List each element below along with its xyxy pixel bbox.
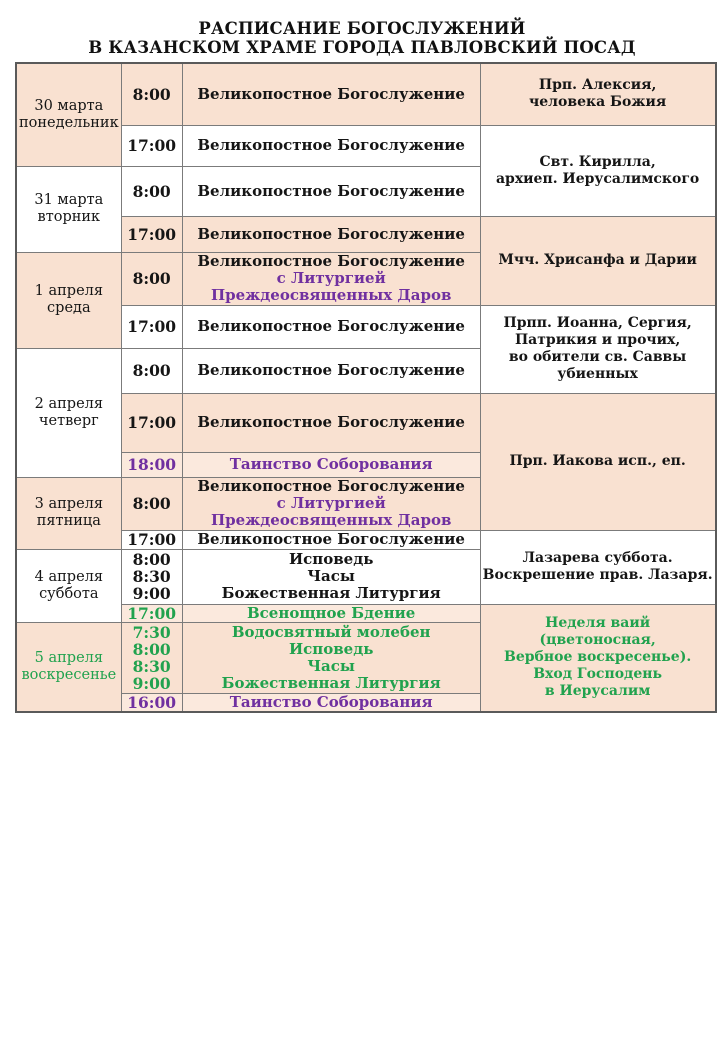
time-text: 18:00 bbox=[127, 455, 177, 474]
service-text: Водосвятный молебен bbox=[231, 622, 431, 641]
service-text: Великопостное Богослужение bbox=[197, 224, 465, 243]
time-text: 16:00 bbox=[127, 693, 177, 712]
date-text: воскресенье bbox=[21, 666, 117, 683]
commemoration-text: в Иерусалим bbox=[544, 683, 651, 699]
table-row bbox=[16, 305, 716, 348]
date-text: пятница bbox=[36, 513, 101, 529]
service-text: Великопостное Богослужение bbox=[197, 413, 465, 431]
commemoration-cell bbox=[480, 125, 715, 216]
commemoration-text: во обители св. Саввы bbox=[508, 349, 687, 365]
date-text: 2 апреля bbox=[34, 395, 104, 412]
schedule-body bbox=[16, 63, 716, 712]
commemoration-cell bbox=[480, 393, 715, 530]
date-text: четверг bbox=[38, 412, 99, 429]
time-text: 8:00 bbox=[132, 269, 171, 288]
service-text: с Литургией bbox=[276, 494, 386, 512]
date-text: 1 апреля bbox=[34, 283, 104, 299]
service-cell bbox=[182, 452, 480, 477]
service-text: с Литургией bbox=[276, 269, 386, 287]
commemoration-cell bbox=[480, 63, 715, 125]
time-text: 9:00 bbox=[132, 584, 171, 603]
time-cell bbox=[121, 693, 182, 712]
service-text: Великопостное Богослужение bbox=[197, 361, 465, 379]
commemoration-text: Свт. Кирилла, bbox=[539, 153, 656, 170]
table-row bbox=[16, 393, 716, 452]
time-text: 8:00 bbox=[132, 181, 171, 201]
commemoration-cell bbox=[480, 305, 715, 393]
date-text: суббота bbox=[39, 585, 99, 602]
commemoration-cell bbox=[480, 604, 715, 712]
date-text: 4 апреля bbox=[34, 568, 104, 585]
time-text: 17:00 bbox=[127, 413, 177, 432]
time-text: 9:00 bbox=[132, 673, 171, 693]
service-cell bbox=[182, 216, 480, 252]
page-title bbox=[0, 19, 724, 57]
commemoration-text: убиенных bbox=[557, 366, 638, 382]
time-text: 17:00 bbox=[127, 530, 177, 549]
time-cell bbox=[121, 166, 182, 216]
service-cell bbox=[182, 125, 480, 166]
date-text: понедельник bbox=[19, 114, 119, 131]
time-text: 8:30 bbox=[132, 567, 171, 586]
table-row bbox=[16, 63, 716, 125]
service-text: Часы bbox=[307, 656, 355, 675]
service-text: Божественная Литургия bbox=[221, 673, 441, 692]
service-cell bbox=[182, 166, 480, 216]
service-text: Великопостное Богослужение bbox=[197, 530, 465, 548]
time-cell bbox=[121, 477, 182, 530]
service-cell bbox=[182, 604, 480, 622]
time-cell bbox=[121, 622, 182, 693]
service-text: Таинство Соборования bbox=[229, 693, 433, 711]
date-text: 30 марта bbox=[34, 97, 104, 114]
commemoration-text: Вход Господень bbox=[533, 666, 663, 682]
date-text: 31 марта bbox=[34, 192, 104, 208]
table-row bbox=[16, 530, 716, 549]
service-text: Великопостное Богослужение bbox=[197, 136, 465, 154]
time-text: 17:00 bbox=[127, 317, 177, 336]
date-cell bbox=[16, 477, 121, 549]
service-text: Божественная Литургия bbox=[221, 584, 441, 602]
time-cell bbox=[121, 452, 182, 477]
time-cell bbox=[121, 63, 182, 125]
service-text: Всенощное Бдение bbox=[246, 604, 416, 622]
time-text: 8:00 bbox=[132, 494, 171, 513]
date-cell bbox=[16, 622, 121, 712]
time-cell bbox=[121, 549, 182, 604]
date-text: 5 апреля bbox=[34, 649, 104, 666]
date-text: вторник bbox=[37, 209, 101, 225]
time-cell bbox=[121, 125, 182, 166]
service-text: Исповедь bbox=[288, 550, 374, 568]
date-cell bbox=[16, 166, 121, 252]
service-cell bbox=[182, 549, 480, 604]
time-text: 8:00 bbox=[132, 639, 171, 659]
service-cell bbox=[182, 622, 480, 693]
commemoration-text: архиеп. Иерусалимского bbox=[495, 170, 700, 187]
service-text: Великопостное Богослужение bbox=[197, 252, 465, 270]
service-cell bbox=[182, 393, 480, 452]
time-text: 17:00 bbox=[127, 604, 177, 622]
table-row bbox=[16, 604, 716, 622]
service-text: Часы bbox=[307, 567, 355, 585]
commemoration-text: (цветоносная, bbox=[539, 632, 656, 648]
service-cell bbox=[182, 530, 480, 549]
table-row bbox=[16, 216, 716, 252]
commemoration-text: Лазарева суббота. bbox=[522, 550, 673, 566]
commemoration-text: Патрикия и прочих, bbox=[514, 332, 681, 348]
time-text: 17:00 bbox=[127, 136, 177, 155]
commemoration-text: Прп. Алексия, bbox=[538, 77, 657, 94]
service-cell bbox=[182, 252, 480, 305]
service-text: Великопостное Богослужение bbox=[197, 477, 465, 495]
date-cell bbox=[16, 252, 121, 348]
commemoration-cell bbox=[480, 530, 715, 604]
date-cell bbox=[16, 549, 121, 622]
time-cell bbox=[121, 348, 182, 393]
commemoration-text: Воскрешение прав. Лазаря. bbox=[482, 567, 713, 583]
commemoration-text: Прп. Иакова исп., еп. bbox=[509, 453, 686, 469]
service-text: Преждеосвященных Даров bbox=[210, 286, 452, 304]
time-cell bbox=[121, 305, 182, 348]
commemoration-text: человека Божия bbox=[529, 94, 667, 111]
service-text: Великопостное Богослужение bbox=[197, 84, 465, 103]
service-cell bbox=[182, 477, 480, 530]
service-cell bbox=[182, 693, 480, 712]
service-text: Великопостное Богослужение bbox=[197, 181, 465, 200]
commemoration-text: Мчч. Хрисанфа и Дарии bbox=[498, 252, 697, 268]
commemoration-cell bbox=[480, 216, 715, 305]
date-cell bbox=[16, 63, 121, 166]
time-cell bbox=[121, 604, 182, 622]
service-cell bbox=[182, 305, 480, 348]
service-text: Исповедь bbox=[288, 639, 374, 658]
page-title-line1: РАСПИСАНИЕ БОГОСЛУЖЕНИЙ bbox=[198, 19, 526, 38]
date-text: среда bbox=[47, 300, 91, 316]
service-cell bbox=[182, 348, 480, 393]
date-text: 3 апреля bbox=[34, 496, 104, 512]
service-text: Великопостное Богослужение bbox=[197, 317, 465, 335]
commemoration-text: Неделя ваий bbox=[545, 615, 651, 631]
page-title-line2: В КАЗАНСКОМ ХРАМЕ ГОРОДА ПАВЛОВСКИЙ ПОСАД bbox=[88, 38, 636, 57]
commemoration-text: Вербное воскресенье). bbox=[504, 649, 692, 665]
time-text: 8:00 bbox=[132, 84, 171, 104]
time-cell bbox=[121, 216, 182, 252]
table-row bbox=[16, 125, 716, 166]
service-text: Таинство Соборования bbox=[229, 455, 433, 473]
time-text: 8:00 bbox=[132, 361, 171, 380]
time-cell bbox=[121, 252, 182, 305]
time-cell bbox=[121, 393, 182, 452]
commemoration-text: Прпп. Иоанна, Сергия, bbox=[503, 315, 692, 331]
service-text: Преждеосвященных Даров bbox=[210, 511, 452, 529]
date-cell bbox=[16, 348, 121, 477]
service-cell bbox=[182, 63, 480, 125]
time-text: 7:30 bbox=[132, 622, 171, 642]
time-cell bbox=[121, 530, 182, 549]
time-text: 8:00 bbox=[132, 550, 171, 569]
time-text: 17:00 bbox=[127, 224, 177, 244]
schedule-table bbox=[15, 62, 717, 713]
time-text: 8:30 bbox=[132, 656, 171, 676]
